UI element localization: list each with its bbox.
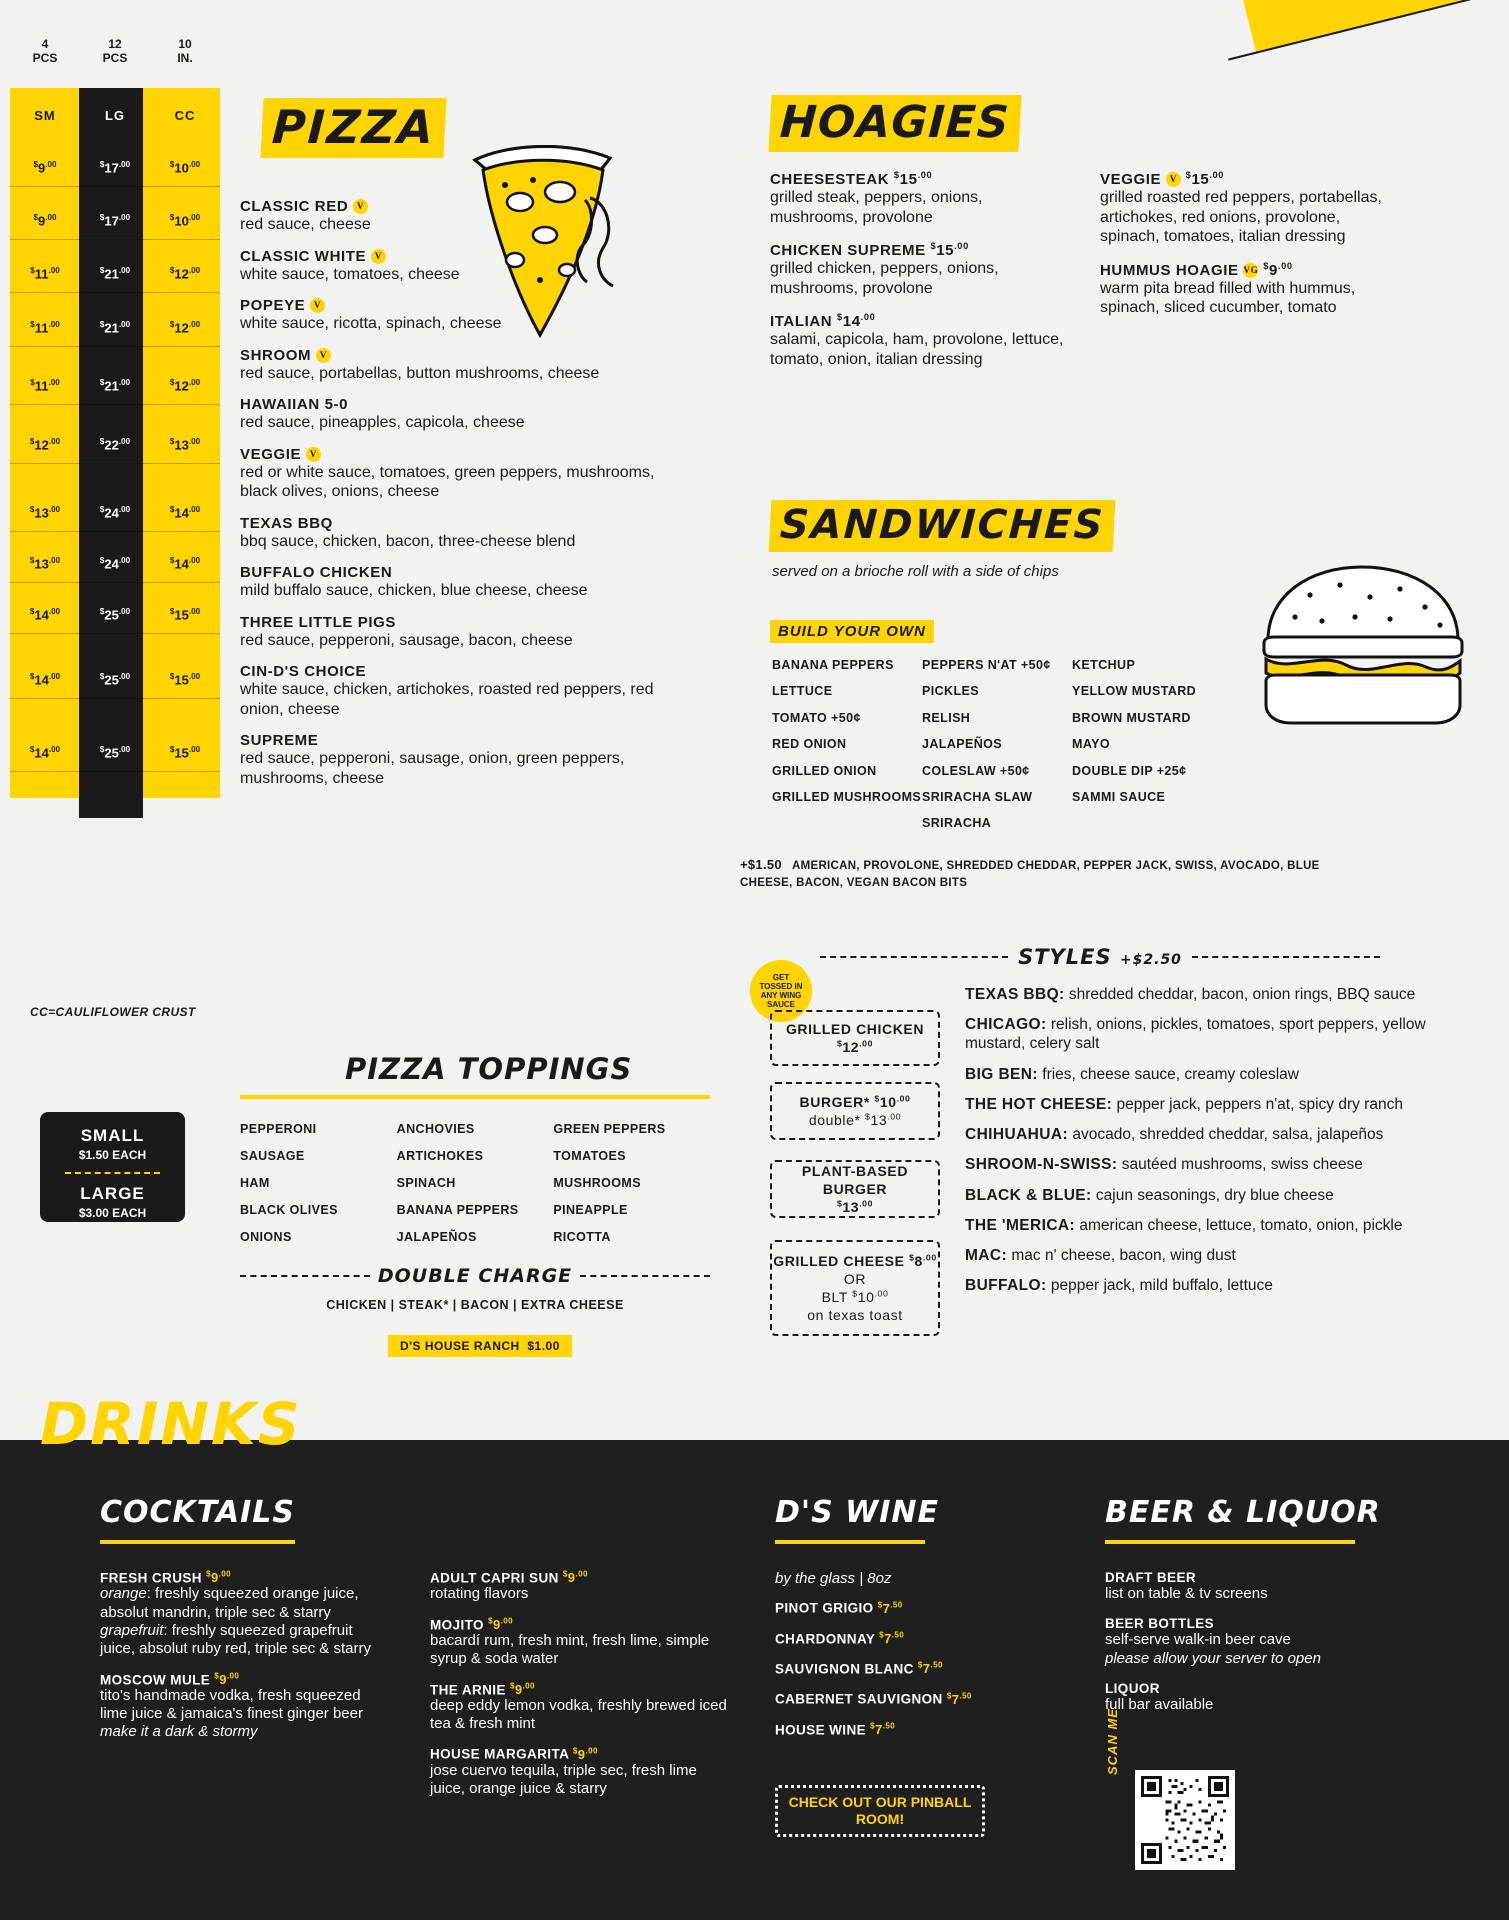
drinks-title: DRINKS: [40, 1390, 302, 1458]
styles-header: STYLES +$2.50: [820, 945, 1380, 969]
cauliflower-crust-note: CC=CAULIFLOWER CRUST: [30, 1005, 196, 1019]
vegetarian-icon: V: [371, 249, 386, 264]
rail-divider: [10, 582, 220, 583]
pizza-item-desc: red sauce, pineapples, capicola, cheese: [240, 414, 525, 432]
toppings-col2: [397, 1122, 554, 1257]
sandwich-topping: COLESLAW +50¢: [922, 763, 1030, 778]
pizza-item-desc: red sauce, cheese: [240, 216, 371, 233]
pizza-item: [240, 564, 660, 601]
sandwich-topping: PICKLES: [922, 684, 979, 699]
pizza-size-labels: SM LG CC: [34, 108, 196, 123]
pizza-item: [240, 614, 660, 651]
price-cc: $^{\$}10^{.00}$: [169, 160, 201, 176]
cocktail-item: [430, 1617, 730, 1669]
build-your-own-label: BUILD YOUR OWN: [770, 620, 934, 643]
topping-size-prices: SMALL $1.50 EACH LARGE $3.00 EACH: [40, 1112, 185, 1222]
price-lg: $^{\$}25^{.00}$: [99, 672, 131, 688]
cocktail-name: THE ARNIE $^{\$}9^{.00}$: [430, 1681, 535, 1697]
pizza-item-name: TEXAS BBQ: [240, 514, 333, 532]
hoagie-item: [1100, 261, 1400, 318]
pizza-topping: ARTICHOKES: [396, 1149, 484, 1163]
price-sm: $^{\$}11^{.00}$: [30, 320, 60, 336]
price-cc: $^{\$}15^{.00}$: [169, 607, 201, 623]
price-cc: $^{\$}12^{.00}$: [169, 320, 201, 336]
rail-divider: [10, 531, 220, 532]
pizza-item-desc: bbq sauce, chicken, bacon, three-cheese blend: [240, 532, 576, 550]
style-item: THE 'MERICA: american cheese, lettuce, tomato, onion, pickle: [965, 1216, 1403, 1234]
cocktails-column-2: [430, 1570, 730, 1811]
house-ranch-badge: D'S HOUSE RANCH $1.00: [388, 1335, 572, 1357]
wing-sauce-badge: GET TOSSED IN ANY WING SAUCE: [750, 960, 812, 1022]
pizza-topping: BLACK OLIVES: [240, 1203, 338, 1217]
price-cc: $^{\$}14^{.00}$: [169, 505, 201, 521]
price-sm: $^{\$}13^{.00}$: [29, 505, 61, 521]
beer-desc: list on table & tv screens: [1105, 1585, 1268, 1602]
style-item: BIG BEN: fries, cheese sauce, creamy coleslaw: [965, 1065, 1299, 1083]
rail-divider: [10, 463, 220, 464]
price-sm: $^{\$}14^{.00}$: [29, 607, 61, 623]
hoagie-item-name: ITALIAN $^{\$}14^{.00}$: [770, 312, 876, 331]
style-item: TEXAS BBQ: shredded cheddar, bacon, onion rings, BBQ sauce: [965, 986, 1416, 1003]
pizza-topping: TOMATOES: [553, 1149, 626, 1163]
cocktail-name: MOJITO $^{\$}9^{.00}$: [430, 1616, 513, 1632]
price-lg: $^{\$}25^{.00}$: [99, 745, 131, 761]
sandwiches-section-title: SANDWICHES: [770, 500, 1114, 552]
hoagie-item-desc: salami, capicola, ham, provolone, lettuce, tomato, onion, italian dressing: [770, 331, 1064, 368]
cocktail-desc: deep eddy lemon vodka, freshly brewed iced tea & fresh mint: [430, 1696, 727, 1733]
price-cc: $^{\$}12^{.00}$: [169, 266, 201, 282]
pizza-item-desc: red sauce, pepperoni, sausage, onion, green peppers, mushrooms, cheese: [240, 750, 625, 787]
vegetarian-icon: V: [353, 199, 368, 214]
sandwich-topping: GRILLED ONION: [772, 763, 877, 778]
pizza-topping: GREEN PEPPERS: [553, 1122, 666, 1136]
vegetarian-icon: VG: [1243, 263, 1258, 278]
cocktail-name: MOSCOW MULE $^{\$}9^{.00}$: [100, 1671, 240, 1687]
sandwich-topping: YELLOW MUSTARD: [1072, 684, 1197, 699]
pizza-topping: RICOTTA: [553, 1230, 611, 1244]
rail-divider: [10, 239, 220, 240]
price-sm: $^{\$}11^{.00}$: [30, 378, 60, 394]
sandwich-topping: RELISH: [922, 710, 971, 725]
style-item: CHICAGO: relish, onions, pickles, tomatoes, sport peppers, yellow mustard, celery salt: [965, 1016, 1426, 1053]
price-cc: $^{\$}10^{.00}$: [169, 213, 201, 229]
beer-item: [1105, 1681, 1405, 1714]
beer-name: LIQUOR: [1105, 1680, 1160, 1696]
pizza-item: [240, 515, 660, 552]
pizza-item-name: HAWAIIAN 5-0: [240, 396, 349, 414]
wine-title: D'S WINE: [775, 1495, 939, 1530]
toppings-col3: [553, 1122, 710, 1257]
pizza-item: [240, 198, 660, 235]
style-item: CHIHUAHUA: avocado, shredded cheddar, salsa, jalapeños: [965, 1126, 1384, 1144]
pizza-item-desc: red or white sauce, tomatoes, green peppers, mushrooms, black olives, onions, cheese: [240, 463, 655, 501]
pizza-section-title: PIZZA: [262, 98, 445, 158]
sandwiches-subtitle: served on a brioche roll with a side of chips: [772, 563, 1059, 580]
pizza-item-desc: white sauce, ricotta, spinach, cheese: [240, 315, 502, 333]
price-sm: $^{\$}13^{.00}$: [29, 556, 61, 572]
pizza-item-name: SUPREME: [240, 732, 319, 750]
pizza-item: [240, 248, 660, 285]
wine-item: CABERNET SAUVIGNON $^{\$}7^{.50}$: [775, 1691, 972, 1707]
pizza-price-row: [10, 320, 220, 335]
cheese-add-ons: +$1.50 AMERICAN, PROVOLONE, SHREDDED CHEDDAR, PEPPER JACK, SWISS, AVOCADO, BLUE CHEESE, BACON, VEGAN BACON BITS: [740, 857, 1320, 890]
pizza-topping: HAM: [240, 1176, 270, 1190]
pizza-item-desc: mild buffalo sauce, chicken, blue cheese, cheese: [240, 582, 588, 600]
price-lg: $^{\$}21^{.00}$: [99, 266, 131, 282]
rail-divider: [10, 186, 220, 187]
price-lg: $^{\$}21^{.00}$: [99, 378, 131, 394]
price-lg: $^{\$}24^{.00}$: [99, 556, 131, 572]
price-sm: $^{\$}14^{.00}$: [29, 672, 61, 688]
beer-liquor-list: [1105, 1570, 1405, 1727]
hoagies-column-left: [770, 170, 1075, 383]
styles-list: [965, 985, 1465, 1306]
style-base-grilled-chicken[interactable]: GRILLED CHICKEN $^{\$}12^{.00}$: [770, 1010, 940, 1066]
sandwich-toppings-col1: [772, 658, 922, 843]
corner-decoration: [1159, 0, 1509, 160]
price-sm: $^{\$}12^{.00}$: [29, 437, 61, 453]
hoagie-item-name: VEGGIE V $^{\$}15^{.00}$: [1100, 170, 1225, 188]
beer-desc: full bar available: [1105, 1695, 1214, 1713]
price-lg: $^{\$}24^{.00}$: [99, 505, 131, 521]
pizza-topping: MUSHROOMS: [553, 1176, 641, 1190]
cocktail-name: FRESH CRUSH $^{\$}9^{.00}$: [100, 1570, 231, 1586]
hoagie-item-desc: grilled chicken, peppers, onions, mushrooms, provolone: [770, 260, 999, 297]
sandwich-topping: DOUBLE DIP +25¢: [1072, 763, 1187, 778]
pizza-item-name: POPEYE V: [240, 297, 660, 314]
price-sm: $^{\$}14^{.00}$: [29, 745, 61, 761]
price-cc: $^{\$}14^{.00}$: [169, 556, 201, 572]
wine-list: [775, 1570, 1025, 1752]
pizza-price-row: [10, 160, 220, 175]
beer-desc: self-serve walk-in beer cave: [1105, 1631, 1291, 1649]
price-lg: $^{\$}21^{.00}$: [99, 320, 131, 336]
pizza-item: [240, 663, 660, 719]
price-lg: $^{\$}17^{.00}$: [99, 213, 131, 229]
pizza-price-row: [10, 505, 220, 520]
hoagies-column-right: [1100, 170, 1400, 332]
beer-item: [1105, 1570, 1405, 1603]
rail-divider: [10, 771, 220, 772]
hoagie-item-desc: grilled roasted red peppers, portabellas, artichokes, red onions, provolone, spinach, tomatoes, italian dressing: [1100, 189, 1382, 246]
vegetarian-icon: V: [316, 348, 331, 363]
hoagie-item: [770, 312, 1075, 369]
cocktail-item: [100, 1570, 390, 1659]
pizza-item-desc: red sauce, pepperoni, sausage, bacon, cheese: [240, 631, 573, 649]
pizza-price-rail-lg: [79, 88, 143, 818]
pizza-item-desc: white sauce, chicken, artichokes, roasted red peppers, red onion, cheese: [240, 681, 654, 718]
double-charge-header: DOUBLE CHARGE: [240, 1265, 710, 1287]
wine-item: CHARDONNAY $^{\$}7^{.50}$: [775, 1630, 905, 1646]
cocktail-desc: tito's handmade vodka, fresh squeezed lime juice & jamaica's finest ginger beer: [100, 1686, 363, 1723]
pinball-callout[interactable]: CHECK OUT OUR PINBALL ROOM!: [775, 1785, 985, 1837]
pizza-item: [240, 347, 660, 384]
sandwich-toppings-col2: [922, 658, 1072, 843]
sandwich-topping: SRIRACHA: [922, 816, 992, 831]
price-cc: $^{\$}15^{.00}$: [169, 672, 201, 688]
price-cc: $^{\$}12^{.00}$: [169, 378, 201, 394]
style-item: BUFFALO: pepper jack, mild buffalo, lettuce: [965, 1277, 1273, 1295]
style-base-plant-burger[interactable]: PLANT-BASED BURGER $^{\$}13^{.00}$: [770, 1160, 940, 1218]
rail-divider: [10, 698, 220, 699]
sandwich-illustration: [1250, 555, 1475, 745]
pizza-topping: PINEAPPLE: [553, 1203, 628, 1217]
beer-name: DRAFT BEER: [1105, 1570, 1196, 1585]
pizza-topping: SPINACH: [396, 1176, 456, 1190]
rail-divider: [10, 404, 220, 405]
pizza-item: [240, 446, 660, 502]
cocktail-desc: jose cuervo tequila, triple sec, fresh lime juice, orange juice & starry: [430, 1761, 697, 1798]
pizza-topping: JALAPEÑOS: [396, 1230, 477, 1244]
cocktail-desc: orange: freshly squeezed orange juice, absolut mandrin, triple sec & starry: [100, 1585, 359, 1621]
wine-subtitle: by the glass | 8oz: [775, 1570, 892, 1587]
pizza-price-row: [10, 745, 220, 760]
pizza-price-row: [10, 266, 220, 281]
pizza-toppings-title: PIZZA TOPPINGS: [345, 1052, 633, 1086]
hoagie-item: [770, 241, 1075, 298]
cocktail-desc: grapefruit: freshly squeezed grapefruit juice, absolut ruby red, triple sec & starry: [100, 1621, 371, 1658]
hoagie-item: [1100, 170, 1400, 247]
hoagie-item: [770, 170, 1075, 227]
price-sm: $^{\$}11^{.00}$: [30, 266, 60, 282]
beer-note: please allow your server to open: [1105, 1649, 1321, 1667]
cocktail-item: [430, 1746, 730, 1798]
hoagie-item-name: HUMMUS HOAGIE VG $^{\$}9^{.00}$: [1100, 260, 1293, 279]
sandwich-topping: JALAPEÑOS: [922, 737, 1003, 752]
rail-divider: [10, 346, 220, 347]
cocktail-name: HOUSE MARGARITA $^{\$}9^{.00}$: [430, 1746, 598, 1762]
cocktail-desc: rotating flavors: [430, 1585, 529, 1603]
price-sm: $^{\$}9^{.00}$: [33, 160, 57, 176]
pizza-item-name: THREE LITTLE PIGS: [240, 613, 397, 631]
cocktails-title: COCKTAILS: [100, 1495, 296, 1530]
wine-item: SAUVIGNON BLANC $^{\$}7^{.50}$: [775, 1660, 943, 1677]
sandwich-topping: MAYO: [1072, 737, 1110, 752]
style-item: THE HOT CHEESE: pepper jack, peppers n'at, spicy dry ranch: [965, 1095, 1403, 1113]
toppings-col1: [240, 1122, 397, 1257]
price-lg: $^{\$}25^{.00}$: [99, 607, 131, 623]
sandwich-topping: SRIRACHA SLAW: [922, 789, 1033, 804]
pizza-item-name: CLASSIC WHITE V: [240, 248, 660, 265]
cocktail-item: [430, 1682, 730, 1734]
double-charge-list: CHICKEN | STEAK* | BACON | EXTRA CHEESE: [326, 1298, 624, 1312]
beer-title: BEER & LIQUOR: [1105, 1495, 1381, 1530]
pizza-price-row: [10, 607, 220, 622]
price-cc: $^{\$}13^{.00}$: [169, 437, 201, 453]
pizza-topping: ANCHOVIES: [396, 1122, 475, 1136]
beer-name: BEER BOTTLES: [1105, 1616, 1215, 1632]
pizza-item-name: BUFFALO CHICKEN: [240, 564, 393, 582]
pizza-item-name: VEGGIE V: [240, 446, 660, 463]
sandwich-topping: BANANA PEPPERS: [772, 658, 894, 672]
sandwich-topping: KETCHUP: [1072, 658, 1136, 672]
vegetarian-icon: V: [1166, 172, 1181, 187]
cocktails-column-1: [100, 1570, 390, 1755]
price-lg: $^{\$}22^{.00}$: [99, 437, 131, 453]
wine-item: PINOT GRIGIO $^{\$}7^{.50}$: [775, 1600, 903, 1616]
sandwich-topping: SAMMI SAUCE: [1072, 789, 1166, 804]
hoagies-section-title: HOAGIES: [770, 95, 1020, 152]
hoagie-item-name: CHICKEN SUPREME $^{\$}15^{.00}$: [770, 241, 969, 260]
price-cc: $^{\$}15^{.00}$: [169, 745, 201, 761]
pizza-size-headers: 4 PCS 12 PCS 10 IN.: [32, 37, 193, 65]
style-item: MAC: mac n' cheese, bacon, wing dust: [965, 1246, 1236, 1264]
sandwich-topping: LETTUCE: [772, 684, 833, 699]
hoagie-item-desc: grilled steak, peppers, onions, mushrooms, provolone: [770, 189, 983, 226]
pizza-item-name: CLASSIC RED V: [240, 198, 660, 215]
hoagie-item-desc: warm pita bread filled with hummus, spinach, sliced cucumber, tomato: [1100, 279, 1356, 317]
pizza-item: [240, 297, 660, 334]
pizza-item-desc: white sauce, tomatoes, cheese: [240, 265, 460, 283]
pizza-topping: PEPPERONI: [240, 1122, 317, 1136]
sandwich-topping: TOMATO +50¢: [772, 710, 861, 725]
cocktail-item: [430, 1570, 730, 1604]
pizza-item-name: CIN-D'S CHOICE: [240, 663, 367, 681]
hoagie-item-name: CHEESESTEAK $^{\$}15^{.00}$: [770, 170, 933, 188]
sandwich-topping: RED ONION: [772, 737, 847, 752]
wine-item: HOUSE WINE $^{\$}7^{.50}$: [775, 1721, 896, 1737]
sandwich-topping: BROWN MUSTARD: [1072, 710, 1191, 725]
pizza-item-name: SHROOM V: [240, 347, 660, 364]
sandwich-topping: GRILLED MUSHROOMS: [772, 789, 922, 804]
pizza-item-desc: red sauce, portabellas, button mushrooms, cheese: [240, 364, 600, 382]
pizza-price-row: [10, 213, 220, 228]
price-sm: $^{\$}9^{.00}$: [33, 213, 57, 229]
sandwich-topping: PEPPERS N'AT +50¢: [922, 658, 1051, 672]
scan-me-label: SCAN ME: [1105, 1708, 1120, 1775]
style-item: BLACK & BLUE: cajun seasonings, dry blue cheese: [965, 1186, 1334, 1204]
beer-item: [1105, 1616, 1405, 1668]
style-base-grilled-cheese[interactable]: GRILLED CHEESE $^{\$}8^{.00}$ OR BLT $^{\$}10^{.00}$ on texas toast: [770, 1240, 940, 1336]
cocktail-note: make it a dark & stormy: [100, 1723, 258, 1741]
style-item: SHROOM-N-SWISS: sautéed mushrooms, swiss cheese: [965, 1156, 1363, 1174]
qr-code[interactable]: [1135, 1770, 1235, 1870]
style-base-burger[interactable]: BURGER* $^{\$}10^{.00}$ double* $^{\$}13^{.00}$: [770, 1082, 940, 1140]
sandwich-toppings-col3: [1072, 658, 1222, 843]
pizza-topping: BANANA PEPPERS: [396, 1203, 519, 1217]
pizza-item: [240, 396, 660, 433]
pizza-topping: ONIONS: [240, 1230, 292, 1244]
pizza-price-row: [10, 556, 220, 571]
pizza-toppings-columns: [240, 1122, 710, 1257]
pizza-price-row: [10, 672, 220, 687]
cocktail-desc: bacardí rum, fresh mint, fresh lime, simple syrup & soda water: [430, 1631, 710, 1668]
pizza-item-list: [240, 198, 660, 801]
vegetarian-icon: V: [306, 447, 321, 462]
pizza-topping: SAUSAGE: [240, 1149, 305, 1163]
cocktail-name: ADULT CAPRI SUN $^{\$}9^{.00}$: [430, 1570, 588, 1586]
pizza-price-row: [10, 437, 220, 452]
vegetarian-icon: V: [310, 298, 325, 313]
cocktail-item: [100, 1672, 390, 1742]
price-lg: $^{\$}17^{.00}$: [99, 160, 131, 176]
rail-divider: [10, 292, 220, 293]
pizza-price-row: [10, 378, 220, 393]
rail-divider: [10, 633, 220, 634]
pizza-item: [240, 732, 660, 788]
